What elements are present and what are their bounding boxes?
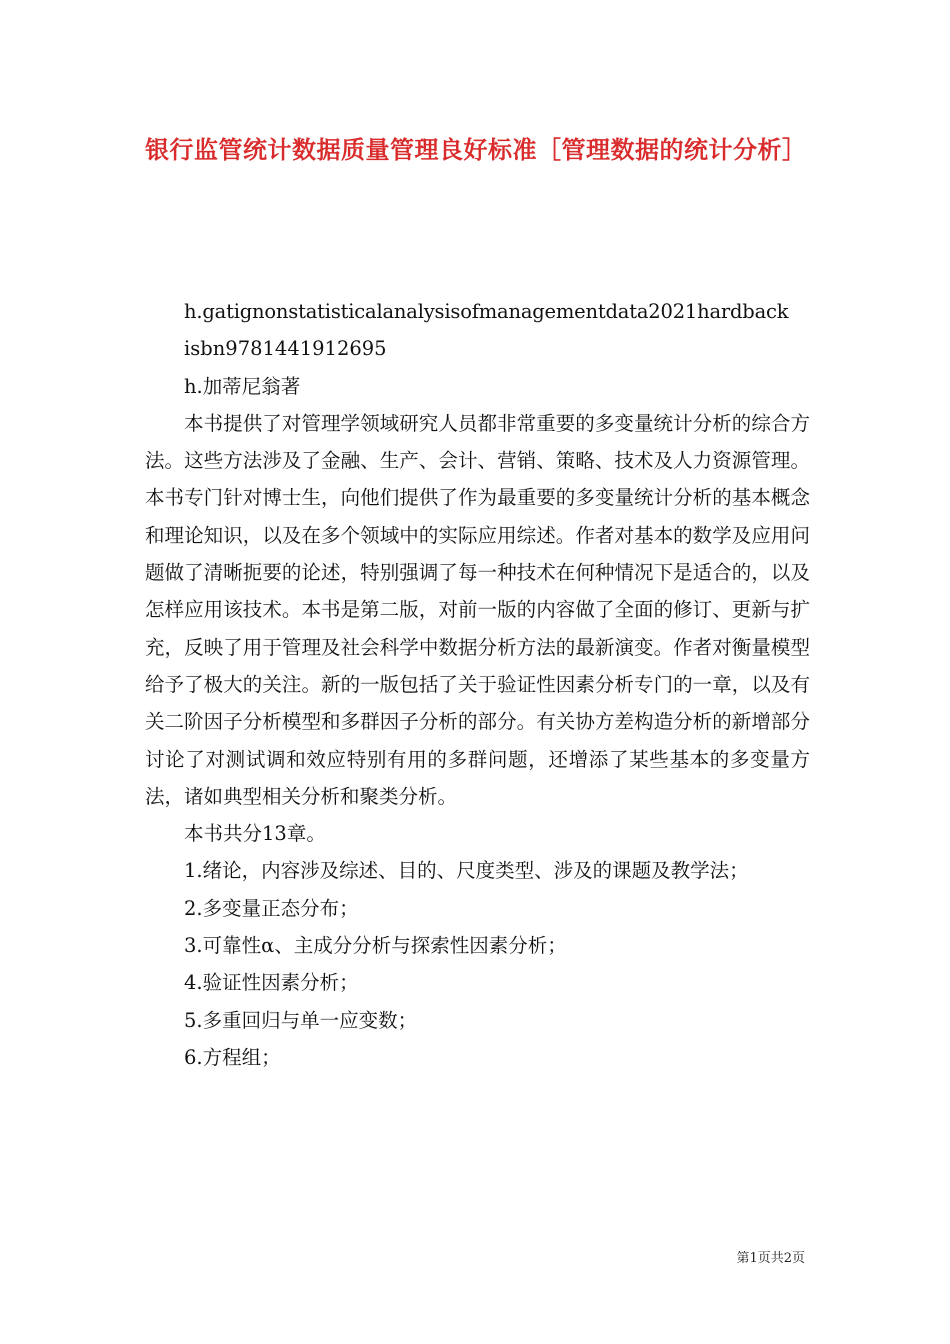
book-reference: h.gatignonstatisticalanalysisofmanagementdata2021hardback xyxy=(184,300,789,323)
book-isbn: isbn9781441912695 xyxy=(184,337,387,361)
document-body xyxy=(145,293,810,1076)
document-title: 银行监管统计数据质量管理良好标准［管理数据的统计分析］ xyxy=(145,135,807,164)
chapter-item: 2.多变量正态分布； xyxy=(184,896,359,920)
book-author: h.加蒂尼翁著 xyxy=(184,374,301,398)
book-description: 本书提供了对管理学领域研究人员都非常重要的多变量统计分析的综合方法。这些方法涉及了金融、生产、会计、营销、策略、技术及人力资源管理。本书专门针对博士生，向他们提供了作为最重要的多变量统计分析的基本概念和理论知识，以及在多个领域中的实际应用综述。作者对基本的数学及应用问题做了清晰扼要的论述，特别强调了每一种技术在何种情况下是适合的，以及怎样应用该技术。本书是第二版，对前一版的内容做了全面的修订、更新与扩充，反映了用于管理及社会科学中数据分析方法的最新演变。作者对衡量模型给予了极大的关注。新的一版包括了关于验证性因素分析专门的一章，以及有关二阶因子分析模型和多群因子分析的部分。有关协方差构造分析的新增部分讨论了对测试调和效应特别有用的多群问题，还增添了某些基本的多变量方法，诸如典型相关分析和聚类分析。 xyxy=(145,411,810,808)
page-number: 第1页共2页 xyxy=(736,1251,805,1266)
chapter-item: 4.验证性因素分析； xyxy=(184,971,359,995)
chapter-item: 1.绪论，内容涉及综述、目的、尺度类型、涉及的课题及教学法； xyxy=(184,859,749,883)
chapter-item: 5.多重回归与单一应变数； xyxy=(184,1008,418,1032)
chapter-count: 本书共分13章。 xyxy=(184,822,326,846)
chapter-item: 6.方程组； xyxy=(184,1045,281,1069)
chapter-item: 3.可靠性α、主成分分析与探索性因素分析； xyxy=(184,934,567,958)
